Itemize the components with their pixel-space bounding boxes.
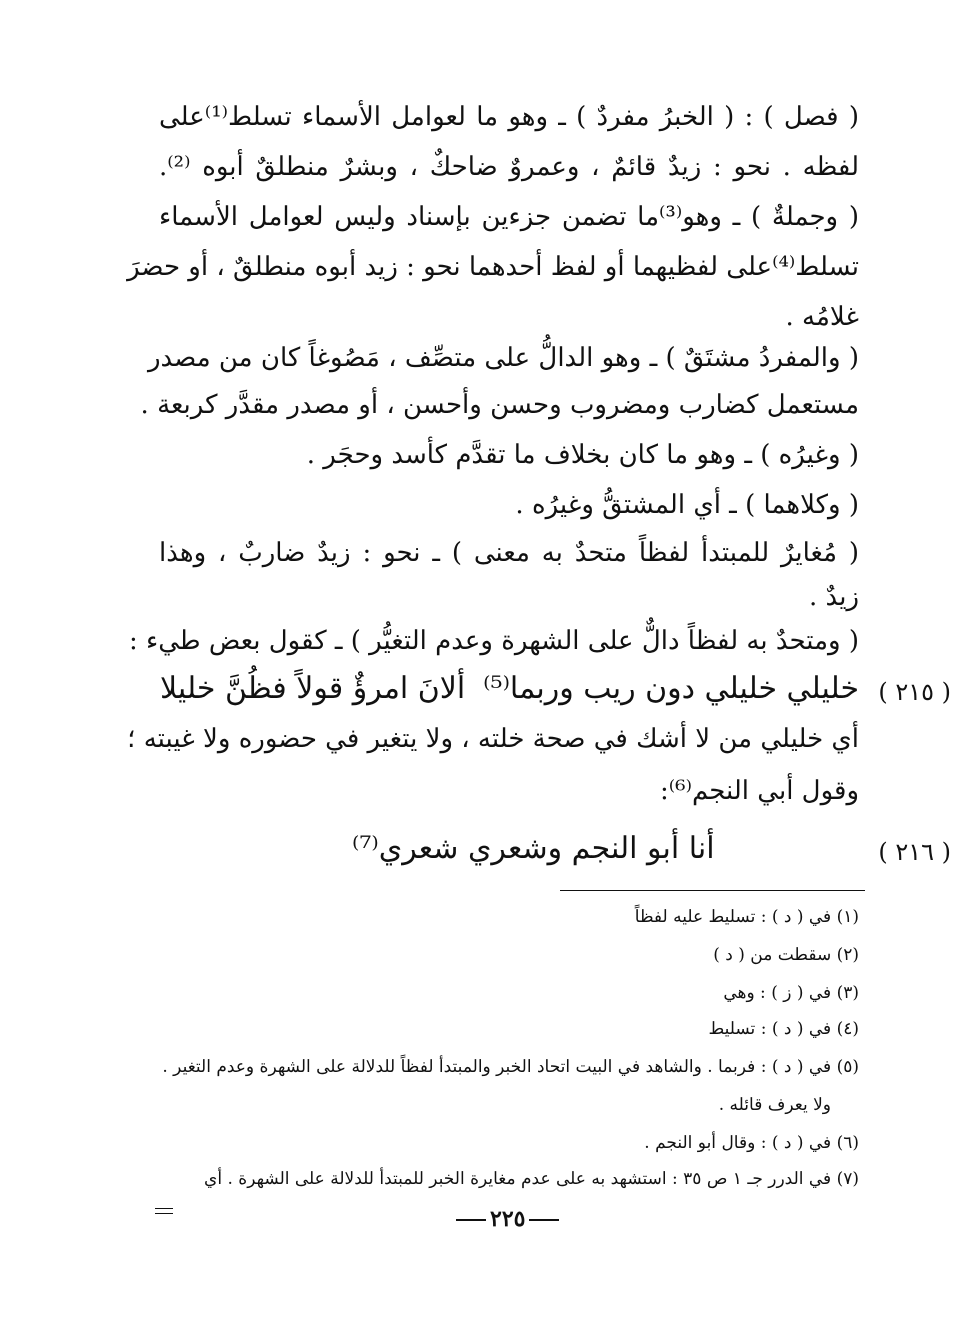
body-line-7: مستعمل كضارب ومضروب وحسن وأحسن ، أو مصدر مقدَّر كربعة . (140, 390, 859, 420)
verse-215-first-hemistich: خليلي خليلي دون ريب وربما⁽⁵⁾ (483, 671, 859, 706)
footnote-1: (١) في ( د ) : تسليط عليه لفظاً (634, 907, 859, 927)
verse-number-215: ( ٢١٥ ) (878, 678, 951, 706)
page-number-text: ٢٢٥ (490, 1206, 526, 1232)
page-number-left-dash (456, 1219, 486, 1221)
body-line-9: ( وكلاهما ) ـ أي المشتقُّ وغيرُه . (515, 490, 859, 520)
footnote-6: (٦) في ( د ) : وقال أبو النجم . (644, 1133, 859, 1153)
explanation-line-1: أي خليلي من لا أشك في صحة خلته ، ولا يتغير في حضوره ولا غيبته ؛ (127, 724, 859, 754)
footnote-7: (٧) في الدرر جـ ١ ص ٣٥ : استشهد به على عدم مغايرة الخبر للمبتدأ للدلالة على الشهرة . أي (204, 1169, 859, 1189)
verse-215-second-hemistich: ألانَ امرؤٌ قولاً فظُنَّ خليلا (160, 671, 466, 706)
body-line-4: تسلط⁽⁴⁾على لفظيهما أو لفظ أحدهما نحو : زيد أبوه منطلقٌ ، أو حضرَ (127, 252, 859, 282)
footnote-5-continuation: ولا يعرف قائله . (718, 1095, 831, 1115)
footnote-3: (٣) في ( ز ) : وهي (723, 983, 859, 1003)
page-number-right-dash (529, 1219, 559, 1221)
verse-216-text: أنا أبو النجم وشعري شعري⁽⁷⁾ (352, 831, 715, 866)
footnote-2: (٢) سقطت من ( د ) (713, 945, 859, 965)
body-line-6: ( والمفردُ مشتَقٌ ) ـ وهو الدالُّ على متصِّف ، مَصُوغاً كان من مصدر (147, 343, 859, 373)
body-line-3: ( وجملةٌ ) ـ وهو⁽³⁾ما تضمن جزءين بإسناد وليس لعوامل الأسماء (159, 202, 859, 232)
body-line-12: ( ومتحدٌ به لفظاً دالٌّ على الشهرة وعدم التغيُّر ) ـ كقول بعض طيء : (128, 626, 859, 656)
verse-number-216: ( ٢١٦ ) (878, 838, 951, 866)
continuation-mark (155, 1208, 173, 1214)
body-line-11: زيدٌ . (809, 582, 859, 612)
body-line-2: لفظه . نحو : زيدٌ قائمٌ ، وعمروٌ ضاحكٌ ، وبشرٌ منطلقٌ أبوه ⁽²⁾. (159, 152, 859, 182)
body-line-10: ( مُغايرٌ للمبتدأ لفظاً متحدٌ به معنى ) ـ نحو : زيدٌ ضاربٌ ، وهذا (159, 538, 859, 568)
body-line-1: ( فصل ) : ( الخبرُ مفردٌ ) ـ وهو ما لعوامل الأسماء تسلط⁽¹⁾على (159, 102, 859, 132)
footnote-separator (560, 890, 865, 891)
body-line-8: ( وغيرُه ) ـ وهو ما كان بخلاف ما تقدَّم كأسد وحجَر . (306, 440, 859, 470)
footnote-4: (٤) في ( د ) : تسليط (708, 1019, 859, 1039)
explanation-line-2: وقول أبي النجم⁽⁶⁾: (659, 776, 859, 806)
body-line-5: غلامُه . (785, 302, 859, 332)
footnote-5: (٥) في ( د ) : فربما . والشاهد في البيت اتحاد الخبر والمبتدأ لفظاً للدلالة على الشهرة وعدم التغير . (162, 1057, 859, 1077)
page-number (452, 1206, 563, 1232)
